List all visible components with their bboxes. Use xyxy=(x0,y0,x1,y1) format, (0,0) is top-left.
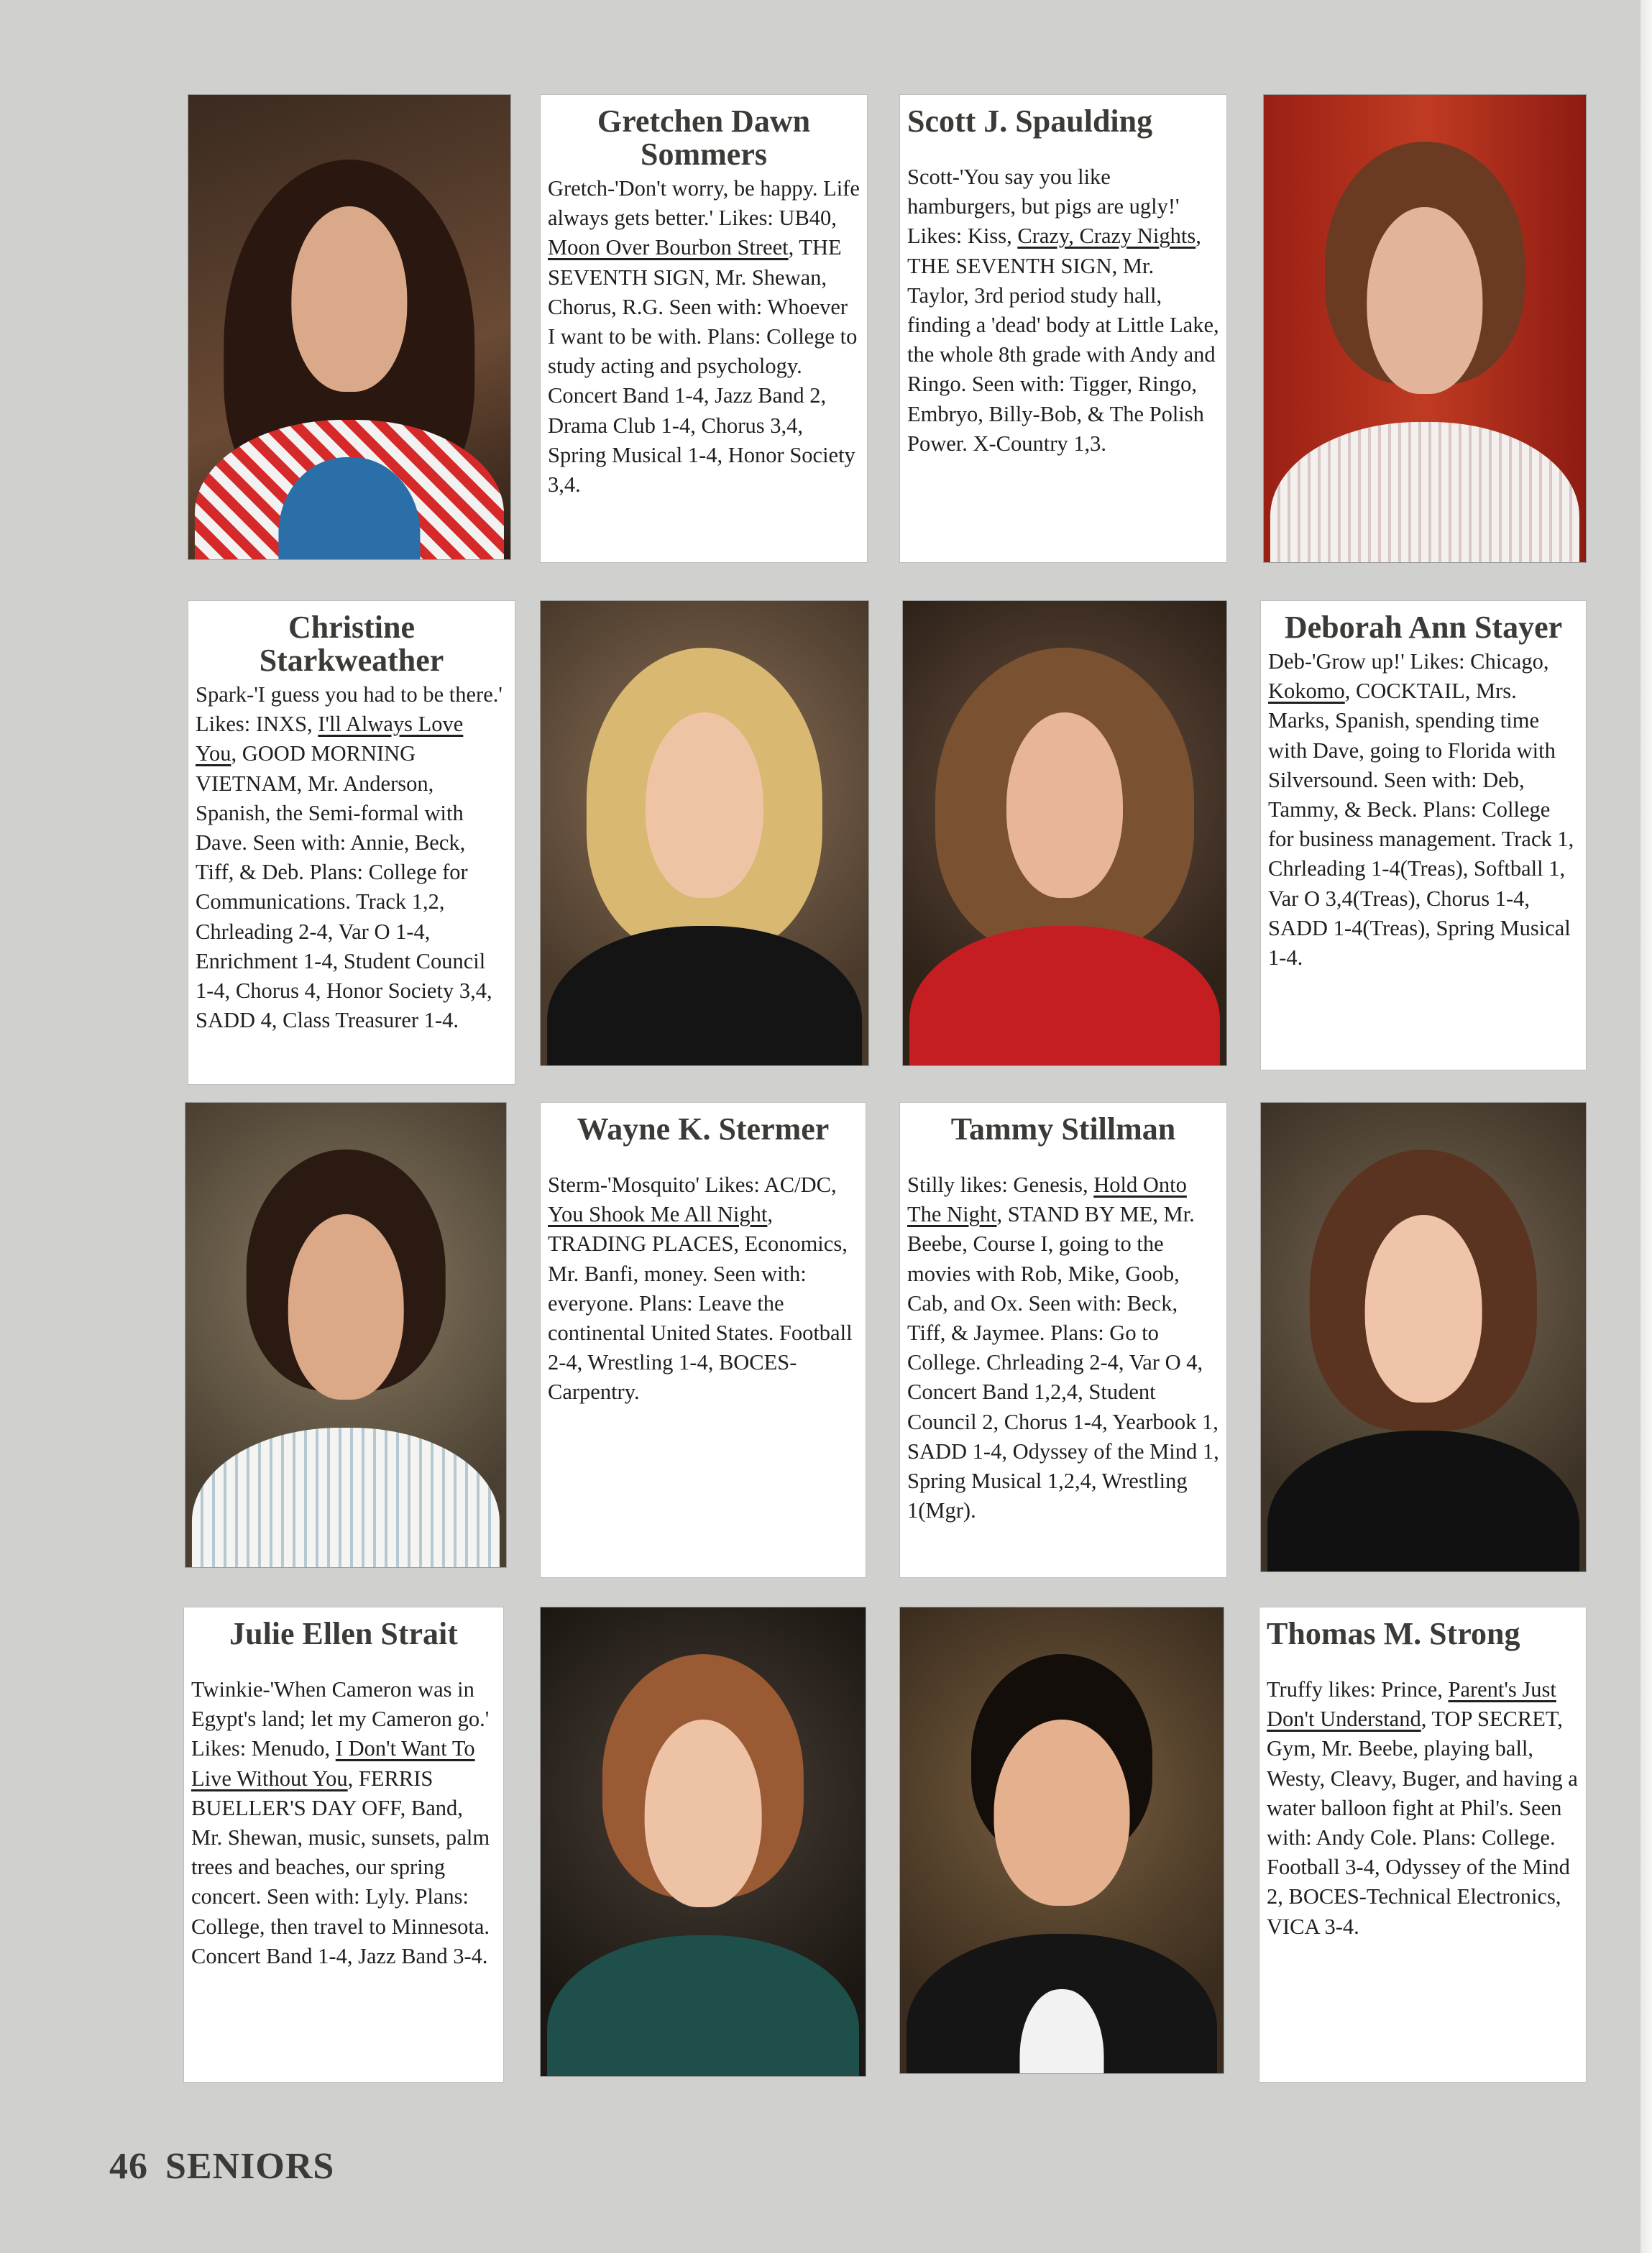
favorite-song: You Shook Me All Night xyxy=(548,1202,768,1227)
student-name: Deborah Ann Stayer xyxy=(1284,610,1563,645)
bio-card-julie xyxy=(184,1607,503,2082)
portrait-photo-deborah xyxy=(903,601,1226,1065)
student-bio: Twinkie-'When Cameron was in Egypt's land; let my Cameron go.' Likes: Menudo, I Don't Want To Live Without You, FERRIS BUELLER'S DAY OFF, Band, Mr. Shewan, music, sunsets, palm trees and beaches, our spring concert. Seen with: Lyly. Plans: College, then travel to Minnesota. Concert Band 1-4, Jazz Band 3-4. xyxy=(191,1677,490,1968)
student-name: Gretchen Dawn Sommers xyxy=(597,104,811,172)
bio-card-thomas xyxy=(1259,1607,1586,2082)
bio-card-scott xyxy=(900,95,1226,562)
student-bio: Sterm-'Mosquito' Likes: AC/DC, You Shook Me All Night, TRADING PLACES, Economics, Mr. Banfi, money. Seen with: everyone. Plans: Leave the continental United States. Football 2-4, Wrestling 1-4, BOCES-Carpentry. xyxy=(548,1173,853,1405)
page-edge xyxy=(1640,0,1652,2253)
bio-card-wayne xyxy=(541,1103,866,1577)
portrait-photo-tammy xyxy=(1261,1103,1586,1571)
favorite-song: Parent's Just Don't Understand xyxy=(1267,1677,1556,1732)
portrait-photo-wayne xyxy=(185,1103,506,1567)
page-number: 46 xyxy=(109,2146,148,2187)
favorite-song: Kokomo xyxy=(1268,679,1345,704)
favorite-song: Crazy, Crazy Nights xyxy=(1017,224,1196,249)
student-name: Christine Starkweather xyxy=(259,610,444,678)
student-name: Thomas M. Strong xyxy=(1267,1616,1520,1651)
student-bio: Deb-'Grow up!' Likes: Chicago, Kokomo, COCKTAIL, Mrs. Marks, Spanish, spending time with Dave, going to Florida with Silversound. Seen with: Deb, Tammy, & Beck. Plans: College for business management. Track 1, Chrleading 1-4(Treas), Softball 1, Var O 3,4(Treas), Chorus 1-4, SADD 1-4(Treas), Spring Musical 1-4. xyxy=(1268,649,1574,971)
portrait-photo-gretchen xyxy=(188,95,510,559)
favorite-song: Moon Over Bourbon Street xyxy=(548,235,789,260)
favorite-song: I'll Always Love You xyxy=(196,712,464,766)
bio-card-tammy xyxy=(900,1103,1226,1577)
portrait-photo-julie xyxy=(541,1607,866,2076)
bio-card-gretchen xyxy=(541,95,867,562)
student-bio: Scott-'You say you like hamburgers, but pigs are ugly!' Likes: Kiss, Crazy, Crazy Nights, THE SEVENTH SIGN, Mr. Taylor, 3rd period study hall, finding a 'dead' body at Little Lake, the whole 8th grade with Andy and Ringo. Seen with: Tigger, Ringo, Embryo, Billy-Bob, & The Polish Power. X-Country 1,3. xyxy=(907,165,1219,456)
student-name: Tammy Stillman xyxy=(950,1111,1176,1147)
student-bio: Truffy likes: Prince, Parent's Just Don't Understand, TOP SECRET, Gym, Mr. Beebe, playing ball, Westy, Cleavy, Buger, and having a water balloon fight at Phil's. Seen with: Andy Cole. Plans: College. Football 3-4, Odyssey of the Mind 2, BOCES-Technical Electronics, VICA 3-4. xyxy=(1267,1677,1578,1939)
portrait-photo-christine xyxy=(541,601,868,1065)
bio-card-christine xyxy=(188,601,515,1084)
section-title: SENIORS xyxy=(165,2146,335,2187)
portrait-photo-scott xyxy=(1264,95,1586,562)
favorite-song: Hold Onto The Night xyxy=(907,1173,1187,1227)
student-name: Julie Ellen Strait xyxy=(229,1616,458,1651)
student-bio: Spark-'I guess you had to be there.' Likes: INXS, I'll Always Love You, GOOD MORNING VIETNAM, Mr. Anderson, Spanish, the Semi-formal with Dave. Seen with: Annie, Beck, Tiff, & Deb. Plans: College for Communications. Track 1,2, Chrleading 2-4, Var O 1-4, Enrichment 1-4, Student Council 1-4, Chorus 4, Honor Society 3,4, SADD 4, Class Treasurer 1-4. xyxy=(196,682,503,1033)
student-bio: Stilly likes: Genesis, Hold Onto The Night, STAND BY ME, Mr. Beebe, Course I, going to the movies with Rob, Mike, Goob, Cab, and Ox. Seen with: Beck, Tiff, & Jaymee. Plans: Go to College. Chrleading 2-4, Var O 4, Concert Band 1,2,4, Student Council 2, Chorus 1-4, Yearbook 1, SADD 1-4, Odyssey of the Mind 1, Spring Musical 1,2,4, Wrestling 1(Mgr). xyxy=(907,1173,1219,1523)
student-bio: Gretch-'Don't worry, be happy. Life always gets better.' Likes: UB40, Moon Over Bourbon Street, THE SEVENTH SIGN, Mr. Shewan, Chorus, R.G. Seen with: Whoever I want to be with. Plans: College to study acting and psychology. Concert Band 1-4, Jazz Band 2, Drama Club 1-4, Chorus 3,4, Spring Musical 1-4, Honor Society 3,4. xyxy=(548,176,860,497)
favorite-song: I Don't Want To Live Without You xyxy=(191,1736,475,1791)
portrait-photo-thomas xyxy=(900,1607,1224,2073)
page-footer xyxy=(109,2145,352,2188)
bio-card-deborah xyxy=(1261,601,1586,1070)
student-name: Wayne K. Stermer xyxy=(577,1111,830,1147)
student-name: Scott J. Spaulding xyxy=(907,104,1153,139)
